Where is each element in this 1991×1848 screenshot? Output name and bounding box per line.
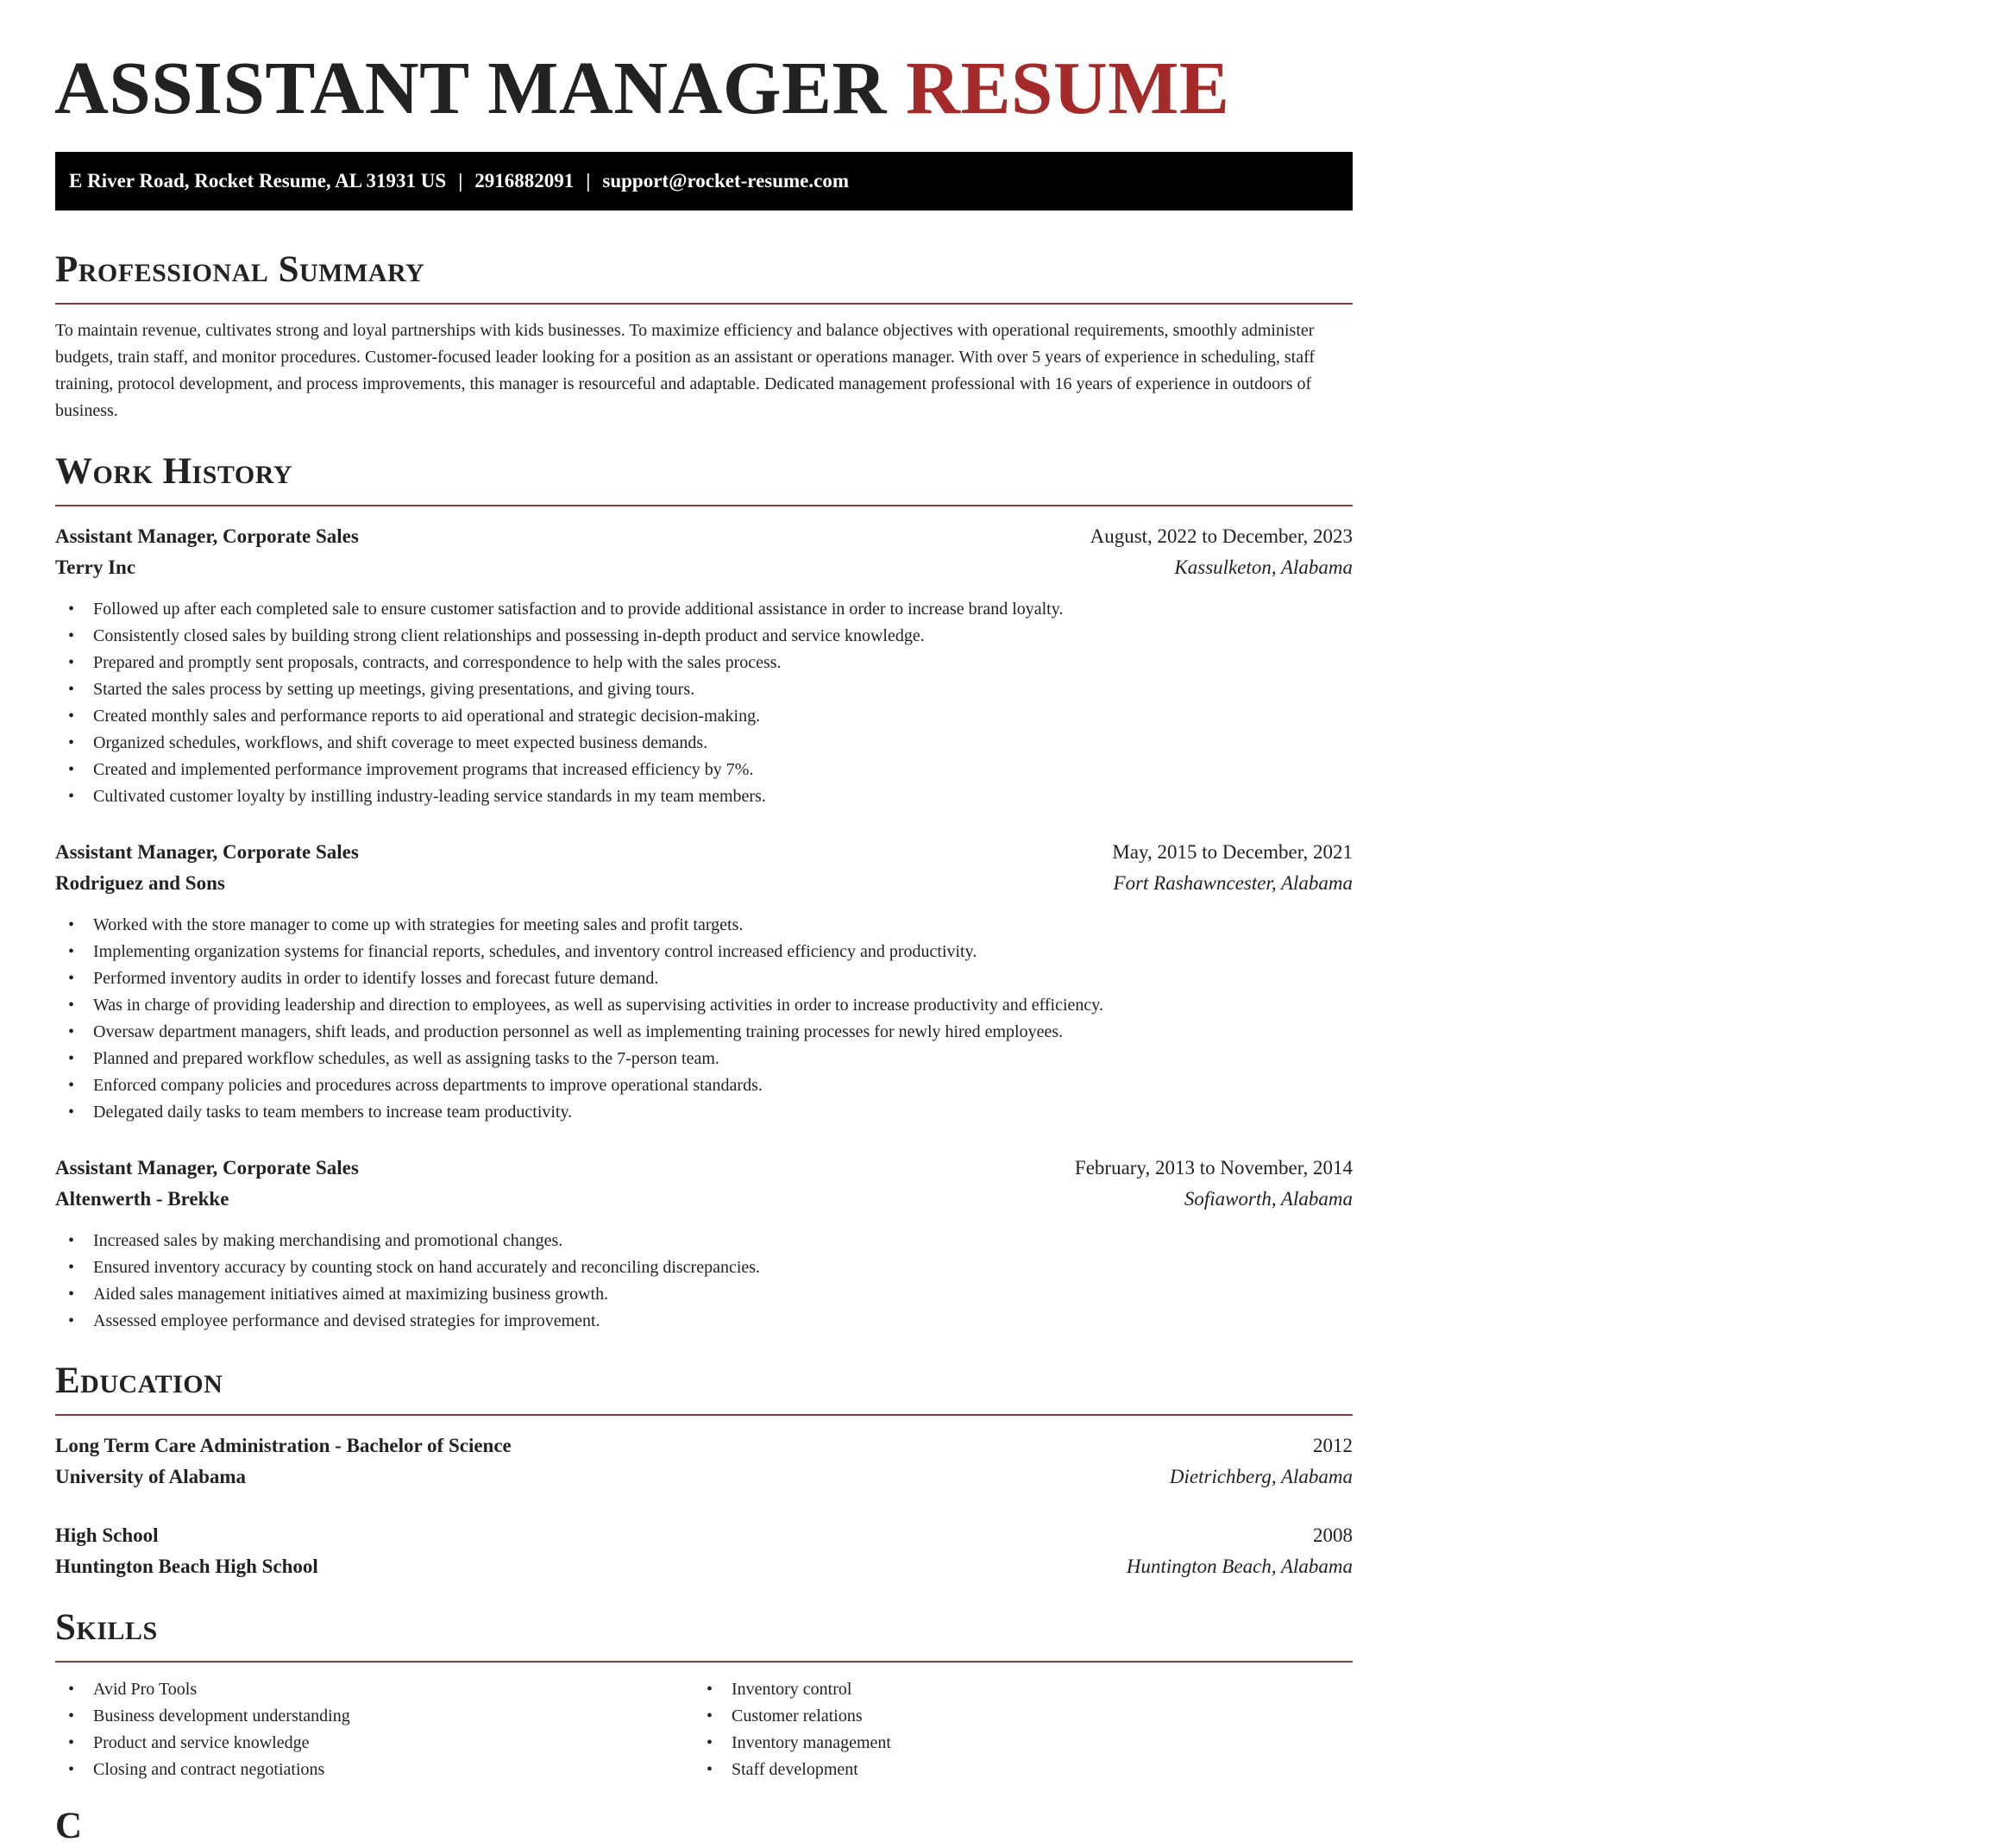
section-heading-work-history: Work History bbox=[55, 451, 292, 492]
list-item: • Consistently closed sales by building strong client relationships and possessing in-depth product and service knowledge. bbox=[55, 623, 1353, 650]
list-item: • Enforced company policies and procedures across departments to improve operational standards. bbox=[55, 1072, 1353, 1099]
section-heading-summary: Professional Summary bbox=[55, 249, 425, 290]
education-degree: Long Term Care Administration - Bachelor of Science bbox=[55, 1435, 512, 1456]
contact-address: E River Road, Rocket Resume, AL 31931 US bbox=[69, 170, 447, 192]
job-header bbox=[55, 837, 1353, 868]
section-divider bbox=[55, 1661, 1353, 1663]
job-location: Fort Rashawncester, Alabama bbox=[1113, 872, 1353, 894]
education-school: University of Alabama bbox=[55, 1466, 247, 1487]
education-year: 2012 bbox=[1313, 1435, 1353, 1456]
section-divider bbox=[55, 505, 1353, 506]
contact-email: support@rocket-resume.com bbox=[602, 170, 850, 192]
job-subheader bbox=[55, 1184, 1353, 1215]
list-item: • Increased sales by making merchandising and promotional changes. bbox=[55, 1228, 1353, 1254]
skill-item: • Closing and contract negotiations bbox=[55, 1757, 1353, 1783]
contact-separator: | bbox=[458, 170, 463, 192]
list-item: • Cultivated customer loyalty by instilling industry-leading service standards in my team members. bbox=[55, 783, 1353, 810]
section-divider bbox=[55, 1414, 1353, 1416]
contact-phone: 2916882091 bbox=[474, 170, 575, 192]
list-item: • Performed inventory audits in order to identify losses and forecast future demand. bbox=[55, 965, 1353, 992]
section-divider bbox=[55, 303, 1353, 305]
education-degree: High School bbox=[55, 1524, 159, 1546]
job-title: Assistant Manager, Corporate Sales bbox=[55, 1157, 359, 1179]
section-heading-skills: Skills bbox=[55, 1607, 158, 1648]
list-item: • Implementing organization systems for financial reports, schedules, and inventory control increased efficiency and productivity. bbox=[55, 939, 1353, 965]
job-location: Sofiaworth, Alabama bbox=[1184, 1188, 1353, 1210]
list-item: • Delegated daily tasks to team members to increase team productivity. bbox=[55, 1099, 1353, 1126]
contact-bar bbox=[55, 152, 1353, 211]
list-item: • Followed up after each completed sale to ensure customer satisfaction and to provide additional assistance in order to increase brand loyalty. bbox=[55, 596, 1353, 623]
job-dates: May, 2015 to December, 2021 bbox=[1112, 841, 1353, 863]
job-subheader bbox=[55, 552, 1353, 583]
education-location: Huntington Beach, Alabama bbox=[1126, 1556, 1353, 1577]
job-title: Assistant Manager, Corporate Sales bbox=[55, 841, 359, 863]
list-item: • Assessed employee performance and devised strategies for improvement. bbox=[55, 1308, 1353, 1335]
job-header bbox=[55, 521, 1353, 552]
skill-item: • Inventory management bbox=[694, 1730, 1991, 1757]
job-bullet-list bbox=[55, 1228, 1353, 1335]
list-item: • Ensured inventory accuracy by counting stock on hand accurately and reconciling discrepancies. bbox=[55, 1254, 1353, 1281]
job-bullet-list bbox=[55, 912, 1353, 1126]
skill-item: • Staff development bbox=[694, 1757, 1991, 1783]
summary-text: To maintain revenue, cultivates strong and loyal partnerships with kids businesses. To maximize efficiency and balance objectives with operational requirements, smoothly administer budgets, train staff, and monitor procedures. Customer-focused leader looking for a position as an assistant or operations manager. With over 5 years of experience in scheduling, staff training, protocol development, and process improvements, this manager is resourceful and adaptable. Dedicated management professional with 16 years of experience in outdoors of business. bbox=[55, 321, 1316, 420]
skill-item: • Product and service knowledge bbox=[55, 1730, 1353, 1757]
education-header bbox=[55, 1430, 1353, 1461]
list-item: • Worked with the store manager to come up with strategies for meeting sales and profit targets. bbox=[55, 912, 1353, 939]
education-header bbox=[55, 1520, 1353, 1551]
resume-title bbox=[54, 45, 1229, 131]
list-item: • Organized schedules, workflows, and shift coverage to meet expected business demands. bbox=[55, 730, 1353, 757]
contact-separator: | bbox=[586, 170, 591, 192]
job-dates: February, 2013 to November, 2014 bbox=[1074, 1157, 1353, 1179]
section-heading-education: Education bbox=[55, 1361, 223, 1401]
job-dates: August, 2022 to December, 2023 bbox=[1090, 525, 1353, 547]
education-location: Dietrichberg, Alabama bbox=[1169, 1466, 1353, 1487]
education-year: 2008 bbox=[1313, 1524, 1353, 1546]
job-title: Assistant Manager, Corporate Sales bbox=[55, 525, 359, 547]
education-school: Huntington Beach High School bbox=[55, 1556, 318, 1577]
job-header bbox=[55, 1153, 1353, 1184]
title-main: ASSISTANT MANAGER bbox=[54, 46, 887, 129]
skills-list-right bbox=[694, 1676, 1991, 1783]
job-subheader bbox=[55, 868, 1353, 899]
education-subheader bbox=[55, 1551, 1353, 1582]
job-location: Kassulketon, Alabama bbox=[1174, 556, 1353, 578]
job-bullet-list bbox=[55, 596, 1353, 810]
list-item: • Created monthly sales and performance reports to aid operational and strategic decision-making. bbox=[55, 703, 1353, 730]
title-accent: RESUME bbox=[906, 46, 1230, 129]
job-company: Altenwerth - Brekke bbox=[55, 1188, 229, 1210]
list-item: • Started the sales process by setting up meetings, giving presentations, and giving tours. bbox=[55, 676, 1353, 703]
skill-item: • Avid Pro Tools bbox=[55, 1676, 1353, 1703]
skill-item: • Customer relations bbox=[694, 1703, 1991, 1730]
list-item: • Aided sales management initiatives aimed at maximizing business growth. bbox=[55, 1281, 1353, 1308]
list-item: • Prepared and promptly sent proposals, contracts, and correspondence to help with the sales process. bbox=[55, 650, 1353, 676]
list-item: • Oversaw department managers, shift leads, and production personnel as well as implementing training processes for newly hired employees. bbox=[55, 1019, 1353, 1046]
list-item: • Planned and prepared workflow schedules, as well as assigning tasks to the 7-person team. bbox=[55, 1046, 1353, 1072]
job-company: Terry Inc bbox=[55, 556, 136, 578]
skill-item: • Inventory control bbox=[694, 1676, 1991, 1703]
list-item: • Was in charge of providing leadership and direction to employees, as well as supervising activities in order to increase productivity and efficiency. bbox=[55, 992, 1353, 1019]
skill-item: • Business development understanding bbox=[55, 1703, 1353, 1730]
job-company: Rodriguez and Sons bbox=[55, 872, 225, 894]
list-item: • Created and implemented performance improvement programs that increased efficiency by 7%. bbox=[55, 757, 1353, 783]
section-heading-partial: C bbox=[55, 1806, 83, 1846]
education-subheader bbox=[55, 1461, 1353, 1493]
